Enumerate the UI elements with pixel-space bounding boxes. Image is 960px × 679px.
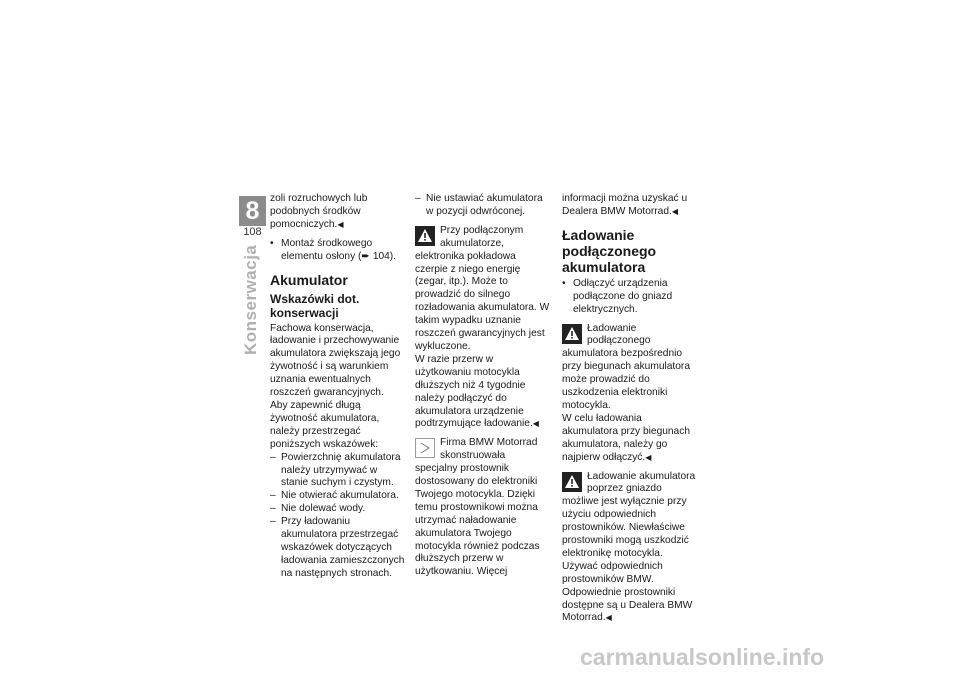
note-text: Firma BMW Motorrad skonstruowała specjalny prostownik dostosowany do elektroniki Twojego motocykla. Dzięki temu prostownikowi można utrzymać naładowanie akumulatora Twojego motocykla również podczas dłuższych przerw w użytkowaniu. Więcej	[415, 437, 540, 578]
section-label: Konserwacja	[241, 245, 260, 356]
page-number: 108	[243, 226, 262, 238]
warning-text: Ładowanie podłączonego akumulatora bezpośrednio przy biegunach akumulatora może prowadzić do uszkodzenia elektroniki motocykla.	[562, 322, 690, 411]
arrow-reference-icon: ➨	[361, 250, 370, 262]
bullet-icon: •	[562, 277, 566, 289]
dash-item	[415, 193, 550, 219]
heading-wskazowki: Wskazówki dot. konserwacji	[270, 291, 360, 320]
paragraph-text: Używać odpowiednich prostowników BMW. Odpowiednie prostowniki dostępne są u Dealera BMW Motorrad.	[562, 560, 693, 624]
dash-icon: –	[270, 490, 276, 502]
page-reference: 104).	[372, 250, 397, 262]
paragraph: Fachowa konserwacja, ładowanie i przechowywanie akumulatora zwiększają jego żywotność i są warunkiem uznania ewentualnych roszczeń gwarancyjnych.	[270, 322, 401, 399]
bullet-text: Odłączyć urządzenia podłączone do gniazd elektrycznych.	[573, 277, 673, 315]
dash-text: Powierzchnię akumulatora należy utrzymywać w stanie suchym i czystym.	[281, 451, 401, 489]
paragraph-text: informacji można uzyskać u Dealera BMW Motorrad.	[562, 193, 688, 217]
warning-text	[415, 354, 550, 431]
warning-text-2: W razie przerw w użytkowaniu motocykla dłuższych niż 4 tygodnie należy podłączyć do akumulatora urządzenie podtrzymujące ładowanie.	[415, 353, 533, 430]
dash-item	[270, 452, 405, 491]
warning-triangle-icon	[562, 324, 582, 344]
warning-triangle-icon	[415, 226, 435, 246]
dash-text: Przy ładowaniu akumulatora przestrzegać wskazówek dotyczących ładowania zamieszczonych na następnych stronach.	[281, 516, 405, 579]
bullet-item	[270, 238, 405, 264]
paragraph-text: W celu ładowania akumulatora przy biegunach akumulatora, należy go najpierw odłączyć.	[562, 412, 690, 463]
watermark: carmanualsonline.info	[580, 644, 825, 670]
warning-block	[562, 323, 697, 413]
end-triangle-icon: ◀	[671, 206, 678, 216]
end-triangle-icon: ◀	[645, 452, 652, 462]
dash-icon: –	[415, 193, 421, 204]
end-triangle-icon: ◀	[532, 419, 539, 429]
heading-akumulator: Akumulator	[270, 271, 348, 288]
chapter-tab: 8	[239, 196, 266, 226]
paragraph	[270, 193, 405, 232]
dash-text: Nie dolewać wody.	[281, 503, 366, 515]
note-block	[415, 437, 550, 579]
bullet-text: Montaż środkowego elementu osłony (	[281, 237, 373, 262]
dash-icon: –	[270, 516, 276, 528]
warning-block	[415, 225, 550, 432]
dash-item	[270, 516, 405, 581]
warning-block	[562, 471, 697, 561]
dash-icon: –	[270, 451, 276, 463]
dash-text: Nie ustawiać akumulatora w pozycji odwróconej.	[426, 193, 543, 217]
end-triangle-icon: ◀	[337, 219, 344, 229]
bullet-icon: •	[270, 237, 274, 249]
column-3	[562, 193, 697, 625]
note-play-icon	[415, 438, 435, 458]
paragraph: Aby zapewnić długą żywotność akumulatora, należy przestrzegać poniższych wskazówek:	[270, 399, 380, 450]
warning-text: Przy podłączonym akumulatorze, elektronika pokładowa czerpie z niego energię (zegar, itp.). Może to prowadzić do silnego rozładowania akumulatora. W takim wypadku uznanie roszczeń gwarancyjnych jest wykluczone.	[415, 224, 550, 352]
bullet-item	[562, 278, 697, 317]
paragraph-text: zoli rozruchowych lub podobnych środków pomocniczych.	[270, 193, 368, 230]
dash-item	[270, 503, 405, 516]
column-2	[415, 193, 550, 579]
column-1	[270, 193, 405, 581]
paragraph	[562, 561, 697, 626]
warning-triangle-icon	[562, 472, 582, 492]
paragraph	[562, 413, 697, 465]
dash-item	[270, 490, 405, 503]
end-triangle-icon: ◀	[605, 613, 612, 623]
dash-text: Nie otwierać akumulatora.	[281, 490, 399, 502]
warning-text: Ładowanie akumulatora poprzez gniazdo możliwe jest wyłącznie przy użyciu odpowiednich prostowników. Niewłaściwe prostowniki mogą uszkodzić elektronikę motocykla.	[562, 470, 696, 559]
dash-icon: –	[270, 503, 276, 515]
heading-ladowanie: Ładowanie podłączonego akumulatora	[562, 226, 657, 275]
paragraph	[562, 193, 697, 219]
